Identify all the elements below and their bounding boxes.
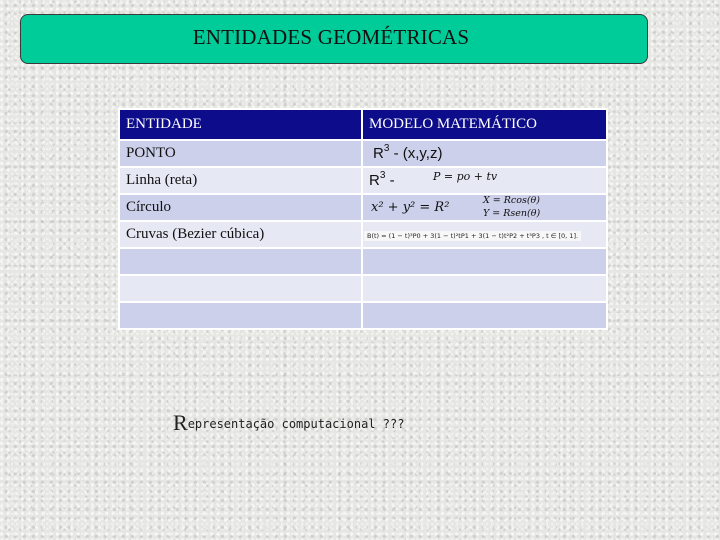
empty-cell (363, 303, 606, 328)
line-formula: P = po + tv (433, 170, 498, 183)
footer-initial: R (173, 410, 188, 435)
table-row-empty (120, 276, 606, 301)
model-text: - (385, 172, 395, 189)
space-symbol: R (373, 145, 384, 162)
empty-cell (363, 249, 606, 274)
table-row (120, 141, 606, 166)
table-header-row (120, 110, 606, 139)
circle-param-x: X = Rcos(θ) (483, 195, 540, 206)
model-cell (363, 141, 606, 166)
model-cell (363, 168, 606, 193)
circle-param-y: Y = Rsen(θ) (483, 208, 541, 219)
empty-cell (120, 249, 361, 274)
entity-cell: PONTO (120, 141, 361, 166)
slide-title: ENTIDADES GEOMÉTRICAS (192, 25, 470, 49)
table-row (120, 222, 606, 247)
title-banner (20, 14, 648, 64)
model-cell (363, 222, 606, 247)
table-row-empty (120, 303, 606, 328)
space-symbol: R (369, 172, 380, 189)
model-text: - (x,y,z) (389, 145, 443, 162)
header-entity: ENTIDADE (120, 110, 361, 139)
empty-cell (363, 276, 606, 301)
table-row (120, 195, 606, 220)
empty-cell (120, 303, 361, 328)
header-model: MODELO MATEMÁTICO (363, 110, 606, 139)
footer-caption (173, 410, 404, 436)
entity-cell: Linha (reta) (120, 168, 361, 193)
space-exponent: 3 (383, 143, 390, 154)
bezier-formula: B(t) = (1 − t)³P0 + 3(1 − t)²tP1 + 3(1 − t)t²P2 + t³P3 , t ∈ [0, 1]. (364, 231, 581, 241)
entities-table (118, 108, 608, 330)
footer-rest: epresentação computacional ??? (187, 417, 405, 431)
space-exponent: 3 (379, 170, 386, 181)
model-cell (363, 195, 606, 220)
entity-cell: Círculo (120, 195, 361, 220)
circle-implicit-formula: x² + y² = R² (371, 200, 450, 215)
table-row (120, 168, 606, 193)
table-row-empty (120, 249, 606, 274)
entity-cell: Cruvas (Bezier cúbica) (120, 222, 361, 247)
empty-cell (120, 276, 361, 301)
